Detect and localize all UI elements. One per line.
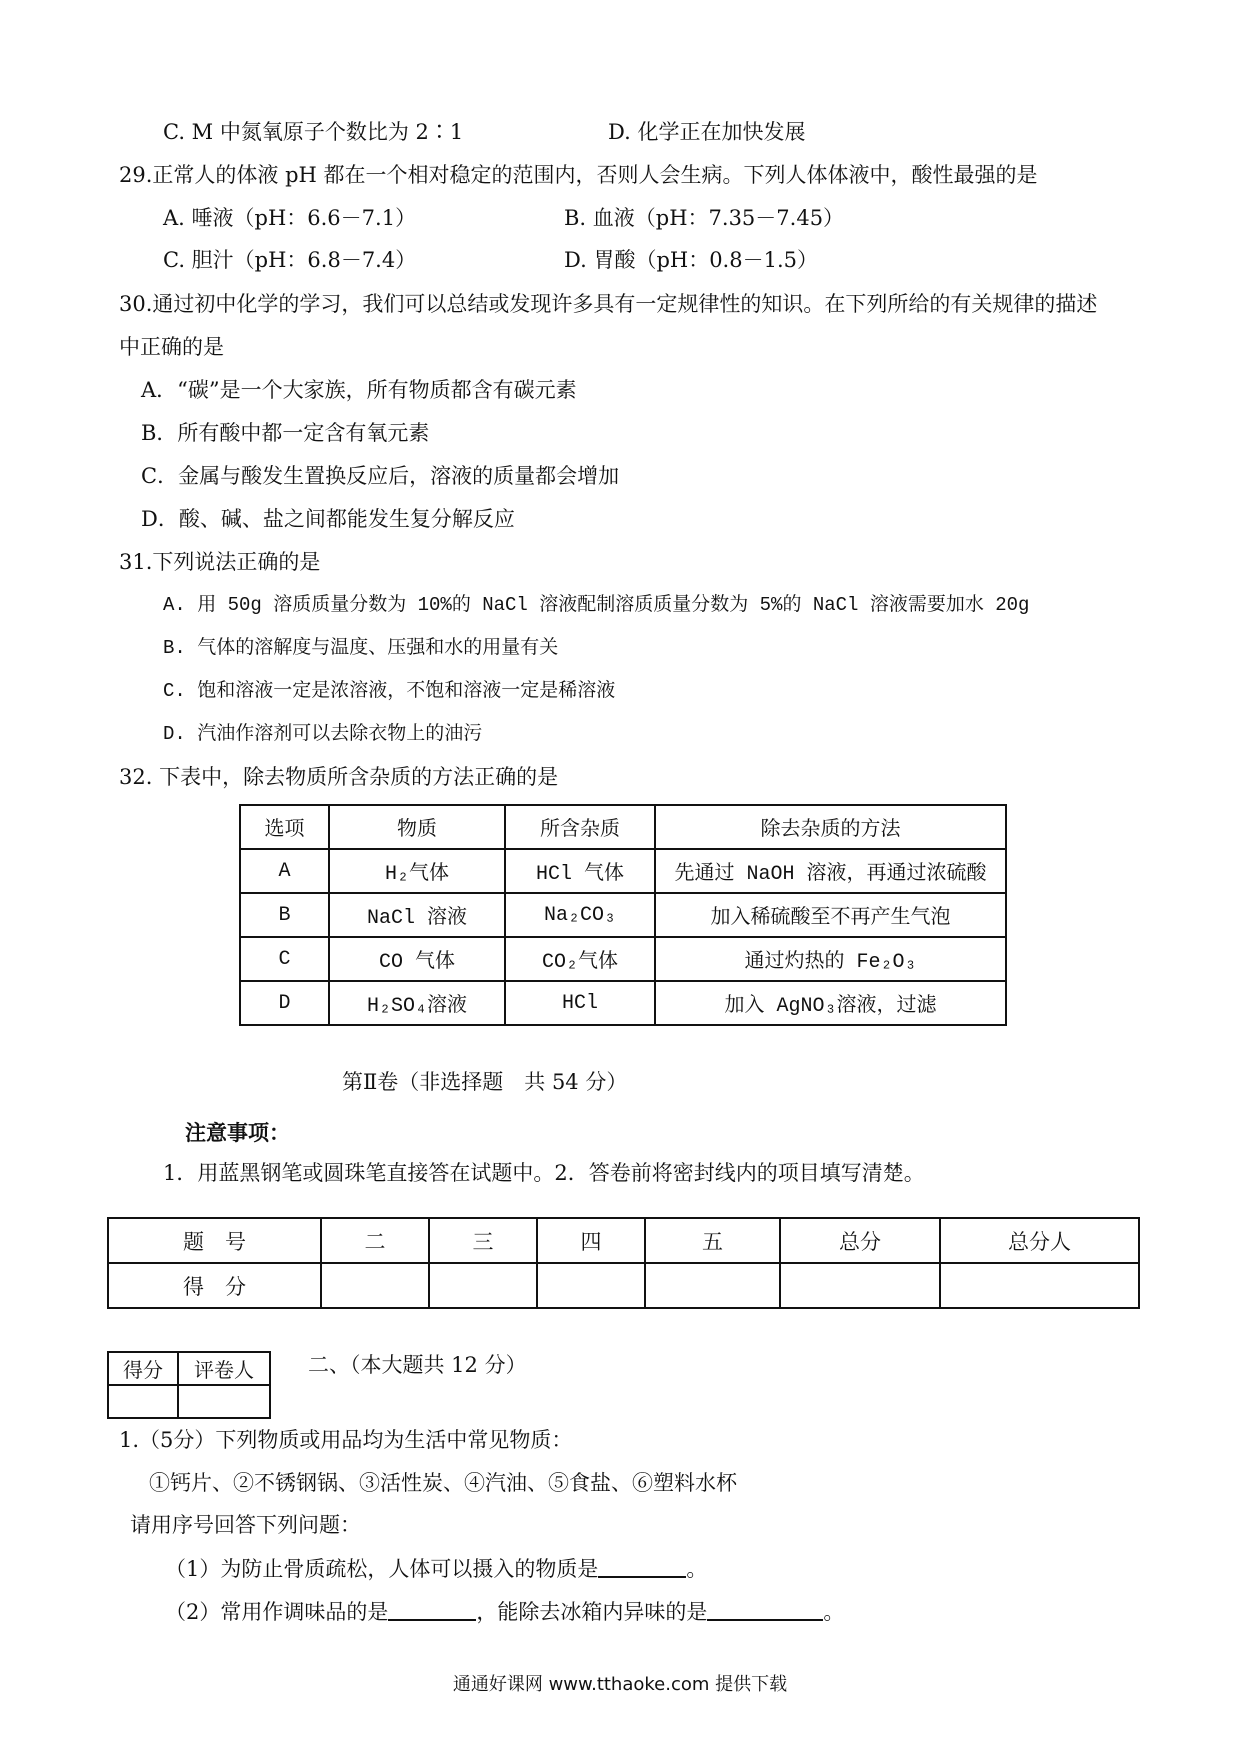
notice-title: 注意事项： [185,1120,290,1145]
s2-q1-sub2-end: 。 [823,1600,845,1624]
q29-option-d: D. 胃酸（pH：0.8－1.5） [564,248,818,272]
s2-q1-sub2-text: （2）常用作调味品的是 [165,1600,389,1624]
table-header-cell: 选项 [240,805,329,849]
s2-q1-sub2-mid: ，能除去冰箱内异味的是 [476,1600,708,1624]
score-entry-cell[interactable] [537,1263,645,1308]
q28-option-d: D. 化学正在加快发展 [608,120,806,144]
q29-option-c: C. 胆汁（pH：6.8－7.4） [163,248,417,272]
table-header-cell: 物质 [329,805,505,849]
q31-option-d: D. 汽油作溶剂可以去除衣物上的油污 [163,723,483,745]
score-header-cell: 五 [645,1218,780,1263]
table-header-row [240,805,1006,849]
table-header-cell: 所含杂质 [505,805,655,849]
grader-box-row [108,1385,270,1418]
answer-blank[interactable] [598,1554,686,1578]
table-cell: 先通过 NaOH 溶液，再通过浓硫酸 [655,849,1006,893]
q32-table [239,804,1007,1026]
score-entry-cell[interactable] [429,1263,537,1308]
grader-box-header-cell: 得分 [108,1352,178,1385]
table-cell: CO 气体 [329,937,505,981]
table-cell: NaCl 溶液 [329,893,505,937]
grader-box [107,1351,271,1419]
s2-q1-sub2 [165,1597,844,1627]
table-row [240,849,1006,893]
s2-q1-sub1 [165,1554,707,1584]
table-cell: 通过灼热的 Fe₂O₃ [655,937,1006,981]
q30-stem-line1: 30.通过初中化学的学习，我们可以总结或发现许多具有一定规律性的知识。在下列所给的有关规律的描述 [119,292,1098,316]
answer-blank[interactable] [388,1597,476,1621]
score-header-cell: 题 号 [108,1218,321,1263]
table-cell: 加入 AgNO₃溶液，过滤 [655,981,1006,1025]
q30-option-c: C．金属与酸发生置换反应后，溶液的质量都会增加 [141,464,620,488]
q30-stem-line2: 中正确的是 [119,335,224,359]
table-cell: C [240,937,329,981]
grader-box-header-row [108,1352,270,1385]
q31-option-b: B. 气体的溶解度与温度、压强和水的用量有关 [163,637,559,659]
grader-box-entry-cell[interactable] [108,1385,178,1418]
score-entry-cell[interactable] [645,1263,780,1308]
score-header-cell: 总分人 [940,1218,1139,1263]
table-row [240,937,1006,981]
score-entry-cell[interactable] [780,1263,940,1308]
score-header-cell: 二 [321,1218,429,1263]
section2-title: 二、（本大题共 12 分） [308,1353,527,1377]
table-cell: B [240,893,329,937]
table-cell: HCl [505,981,655,1025]
answer-blank[interactable] [707,1597,823,1621]
s2-q1-stem: 1.（5分）下列物质或用品均为生活中常见物质： [119,1428,573,1452]
table-header-cell: 除去杂质的方法 [655,805,1006,849]
s2-q1-items: ①钙片、②不锈钢锅、③活性炭、④汽油、⑤食盐、⑥塑料水杯 [149,1471,737,1495]
q29-option-a: A. 唾液（pH：6.6－7.1） [163,206,417,230]
q32-stem: 32. 下表中，除去物质所含杂质的方法正确的是 [119,765,559,789]
grader-box-entry-cell[interactable] [178,1385,270,1418]
q30-option-b: B．所有酸中都一定含有氧元素 [141,421,430,445]
score-table-row [108,1263,1139,1308]
table-cell: A [240,849,329,893]
score-header-cell: 四 [537,1218,645,1263]
q30-option-d: D．酸、碱、盐之间都能发生复分解反应 [141,507,515,531]
table-row [240,893,1006,937]
table-cell: Na₂CO₃ [505,893,655,937]
q28-option-c: C. M 中氮氧原子个数比为 2∶1 [163,120,464,144]
table-cell: HCl 气体 [505,849,655,893]
table-cell: H₂SO₄溶液 [329,981,505,1025]
q31-option-c: C. 饱和溶液一定是浓溶液，不饱和溶液一定是稀溶液 [163,680,616,702]
score-header-cell: 三 [429,1218,537,1263]
table-cell: CO₂气体 [505,937,655,981]
table-row [240,981,1006,1025]
score-entry-cell[interactable] [940,1263,1139,1308]
s2-q1-instruction: 请用序号回答下列问题： [130,1513,361,1537]
part2-title: 第Ⅱ卷（非选择题 共 54 分） [342,1070,628,1094]
q29-stem: 29.正常人的体液 pH 都在一个相对稳定的范围内，否则人会生病。下列人体体液中，酸性最强的是 [119,163,1038,187]
s2-q1-sub1-text: （1）为防止骨质疏松，人体可以摄入的物质是 [165,1557,599,1581]
table-cell: 加入稀硫酸至不再产生气泡 [655,893,1006,937]
score-entry-cell[interactable] [321,1263,429,1308]
table-cell: D [240,981,329,1025]
score-table [107,1217,1140,1309]
q31-stem: 31.下列说法正确的是 [119,550,321,574]
page-footer: 通通好课网 www.tthaoke.com 提供下载 [452,1674,788,1695]
score-header-cell: 总分 [780,1218,940,1263]
score-row-label: 得 分 [108,1263,321,1308]
q31-option-a: A. 用 50g 溶质质量分数为 10%的 NaCl 溶液配制溶质质量分数为 5%的 NaCl 溶液需要加水 20g [163,594,1030,616]
s2-q1-sub1-end: 。 [686,1557,708,1581]
score-table-header-row [108,1218,1139,1263]
grader-box-header-cell: 评卷人 [178,1352,270,1385]
notice-text: 1．用蓝黑钢笔或圆珠笔直接答在试题中。2．答卷前将密封线内的项目填写清楚。 [163,1161,925,1185]
q29-option-b: B. 血液（pH：7.35－7.45） [564,206,845,230]
q30-option-a: A．“碳”是一个大家族，所有物质都含有碳元素 [141,378,577,402]
table-cell: H₂气体 [329,849,505,893]
